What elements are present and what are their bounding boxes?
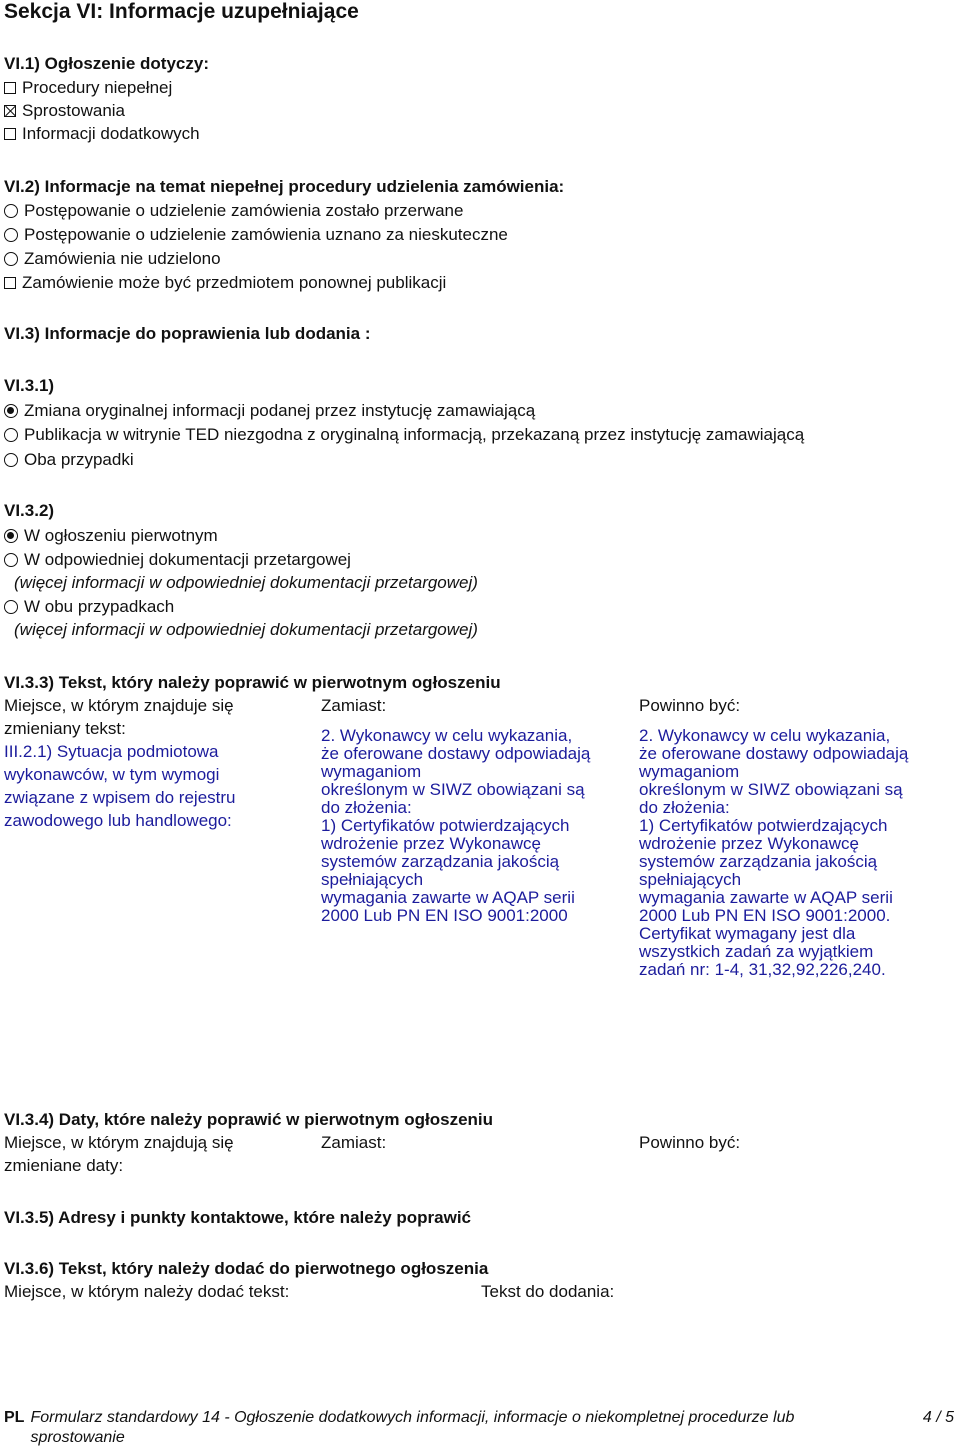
vi1-option-label: Informacji dodatkowych [22,124,200,143]
vi34-col-location-label: Miejsce, w którym znajdują się zmieniane daty: [4,1133,234,1175]
vi33-location-line: wykonawców, w tym wymogi [4,765,220,784]
radio-selected-icon [4,404,18,418]
vi1-option-label: Sprostowania [22,101,126,120]
vi33-should-be-line: systemów zarządzania jakością [639,852,878,871]
footer-page-number: 4 / 5 [922,1409,954,1426]
vi2-radio-przerwane [4,201,463,221]
vi33-col-instead-label: Zamiast: [321,696,387,715]
vi1-option-label: Procedury niepełnej [22,78,173,97]
vi33-should-be-line: wdrożenie przez Wykonawcę [639,834,859,853]
vi33-location-line: III.2.1) Sytuacja podmiotowa [4,742,219,761]
vi36-heading: VI.3.6) Tekst, który należy dodać do pierwotnego ogłoszenia [4,1259,489,1278]
vi31-heading: VI.3.1) [4,376,55,395]
vi2-heading: VI.2) Informacje na temat niepełnej procedury udzielenia zamówienia: [4,177,565,196]
vi33-should-be-text [639,727,954,979]
vi33-instead-line: że oferowane dostawy odpowiadają [321,744,591,763]
vi33-instead-line: 2000 Lub PN EN ISO 9001:2000 [321,906,568,925]
radio-selected-icon [4,529,18,543]
vi34-col-instead-label: Zamiast: [321,1133,387,1152]
vi33-instead-line: wdrożenie przez Wykonawcę [321,834,541,853]
footer-form-name: Formularz standardowy 14 - Ogłoszenie dodatkowych informacji, informacje o niekompletnej procedurze lub sprostowanie [30,1409,795,1446]
vi33-should-be-line: 2. Wykonawcy w celu wykazania, [639,726,891,745]
vi33-col-should-be-label: Powinno być: [639,696,741,715]
vi31-option-label: Oba przypadki [24,450,134,469]
vi33-should-be-line: wymagania zawarte w AQAP serii [639,888,893,907]
vi33-should-be-line: 1) Certyfikatów potwierdzających [639,816,888,835]
vi33-location-line: związane z wpisem do rejestru [4,788,236,807]
vi32-heading: VI.3.2) [4,501,55,520]
checkbox-unchecked-icon [4,128,16,140]
vi2-checkbox-label: Zamówienie może być przedmiotem ponownej publikacji [22,273,447,292]
radio-empty-icon [4,428,18,442]
vi33-should-be-line: 2000 Lub PN EN ISO 9001:2000. [639,906,891,925]
vi1-option-sprostowania [4,101,125,121]
vi2-radio-label: Postępowanie o udzielenie zamówienia uznano za nieskuteczne [24,225,508,244]
section-title: Sekcja VI: Informacje uzupełniające [4,0,359,23]
checkbox-checked-icon [4,105,16,117]
vi31-option-label: Zmiana oryginalnej informacji podanej przez instytucję zamawiającą [24,401,536,420]
vi33-instead-line: 2. Wykonawcy w celu wykazania, [321,726,573,745]
vi2-radio-nie-udzielono [4,249,221,269]
vi33-instead-line: do złożenia: [321,798,412,817]
vi33-instead-line: wymagania zawarte w AQAP serii [321,888,575,907]
vi33-should-be-line: że oferowane dostawy odpowiadają [639,744,909,763]
vi2-checkbox-ponownej-publikacji [4,273,446,293]
radio-empty-icon [4,600,18,614]
footer-lang: PL [4,1409,25,1426]
vi31-option-ted [4,425,804,445]
vi34-heading: VI.3.4) Daty, które należy poprawić w pierwotnym ogłoszeniu [4,1110,494,1129]
vi33-should-be-line: spełniających [639,870,742,889]
vi32-note: (więcej informacji w odpowiedniej dokumentacji przetargowej) [14,573,478,592]
radio-empty-icon [4,553,18,567]
vi2-radio-label: Postępowanie o udzielenie zamówienia zostało przerwane [24,201,464,220]
vi2-radio-label: Zamówienia nie udzielono [24,249,221,268]
vi32-option-pierwotnym [4,526,218,546]
vi33-instead-line: wymaganiom [321,762,422,781]
vi1-option-procedury [4,78,172,98]
vi32-option-obu [4,597,174,617]
vi31-option-oba [4,450,134,470]
page-footer [4,1408,954,1448]
vi1-heading: VI.1) Ogłoszenie dotyczy: [4,54,209,73]
vi33-instead-line: spełniających [321,870,424,889]
vi36-col-location-label: Miejsce, w którym należy dodać tekst: [4,1282,290,1301]
vi33-instead-text [321,727,636,925]
vi32-note: (więcej informacji w odpowiedniej dokumentacji przetargowej) [14,620,478,639]
vi33-should-be-line: wymaganiom [639,762,740,781]
vi33-should-be-line: zadań nr: 1-4, 31,32,92,226,240. [639,960,886,979]
radio-empty-icon [4,252,18,266]
vi32-option-label: W obu przypadkach [24,597,175,616]
radio-empty-icon [4,228,18,242]
vi33-location-text [4,740,304,832]
vi3-heading: VI.3) Informacje do poprawienia lub dodania : [4,324,371,343]
vi31-option-zmiana [4,401,535,421]
vi33-location-line: zawodowego lub handlowego: [4,811,232,830]
radio-empty-icon [4,453,18,467]
vi33-should-be-line: Certyfikat wymagany jest dla [639,924,856,943]
vi33-instead-line: określonym w SIWZ obowiązani są [321,780,585,799]
vi34-col-should-be-label: Powinno być: [639,1133,741,1152]
vi33-instead-line: systemów zarządzania jakością [321,852,560,871]
vi31-option-label: Publikacja w witrynie TED niezgodna z oryginalną informacją, przekazaną przez instytucję zamawiającą [24,425,805,444]
vi1-option-informacji [4,124,200,144]
vi32-option-label: W ogłoszeniu pierwotnym [24,526,218,545]
vi33-should-be-line: określonym w SIWZ obowiązani są [639,780,903,799]
vi32-option-dokumentacji [4,550,351,570]
vi33-instead-line: 1) Certyfikatów potwierdzających [321,816,570,835]
checkbox-unchecked-icon [4,82,16,94]
vi35-heading: VI.3.5) Adresy i punkty kontaktowe, które należy poprawić [4,1208,472,1227]
vi33-heading: VI.3.3) Tekst, który należy poprawić w pierwotnym ogłoszeniu [4,673,501,692]
vi32-option-label: W odpowiedniej dokumentacji przetargowej [24,550,351,569]
checkbox-unchecked-icon [4,277,16,289]
vi2-radio-nieskuteczne [4,225,508,245]
vi33-should-be-line: wszystkich zadań za wyjątkiem [639,942,874,961]
radio-empty-icon [4,204,18,218]
vi33-col-location-label: Miejsce, w którym znajduje się zmieniany tekst: [4,696,234,738]
vi33-should-be-line: do złożenia: [639,798,730,817]
vi36-col-text-label: Tekst do dodania: [481,1282,615,1301]
